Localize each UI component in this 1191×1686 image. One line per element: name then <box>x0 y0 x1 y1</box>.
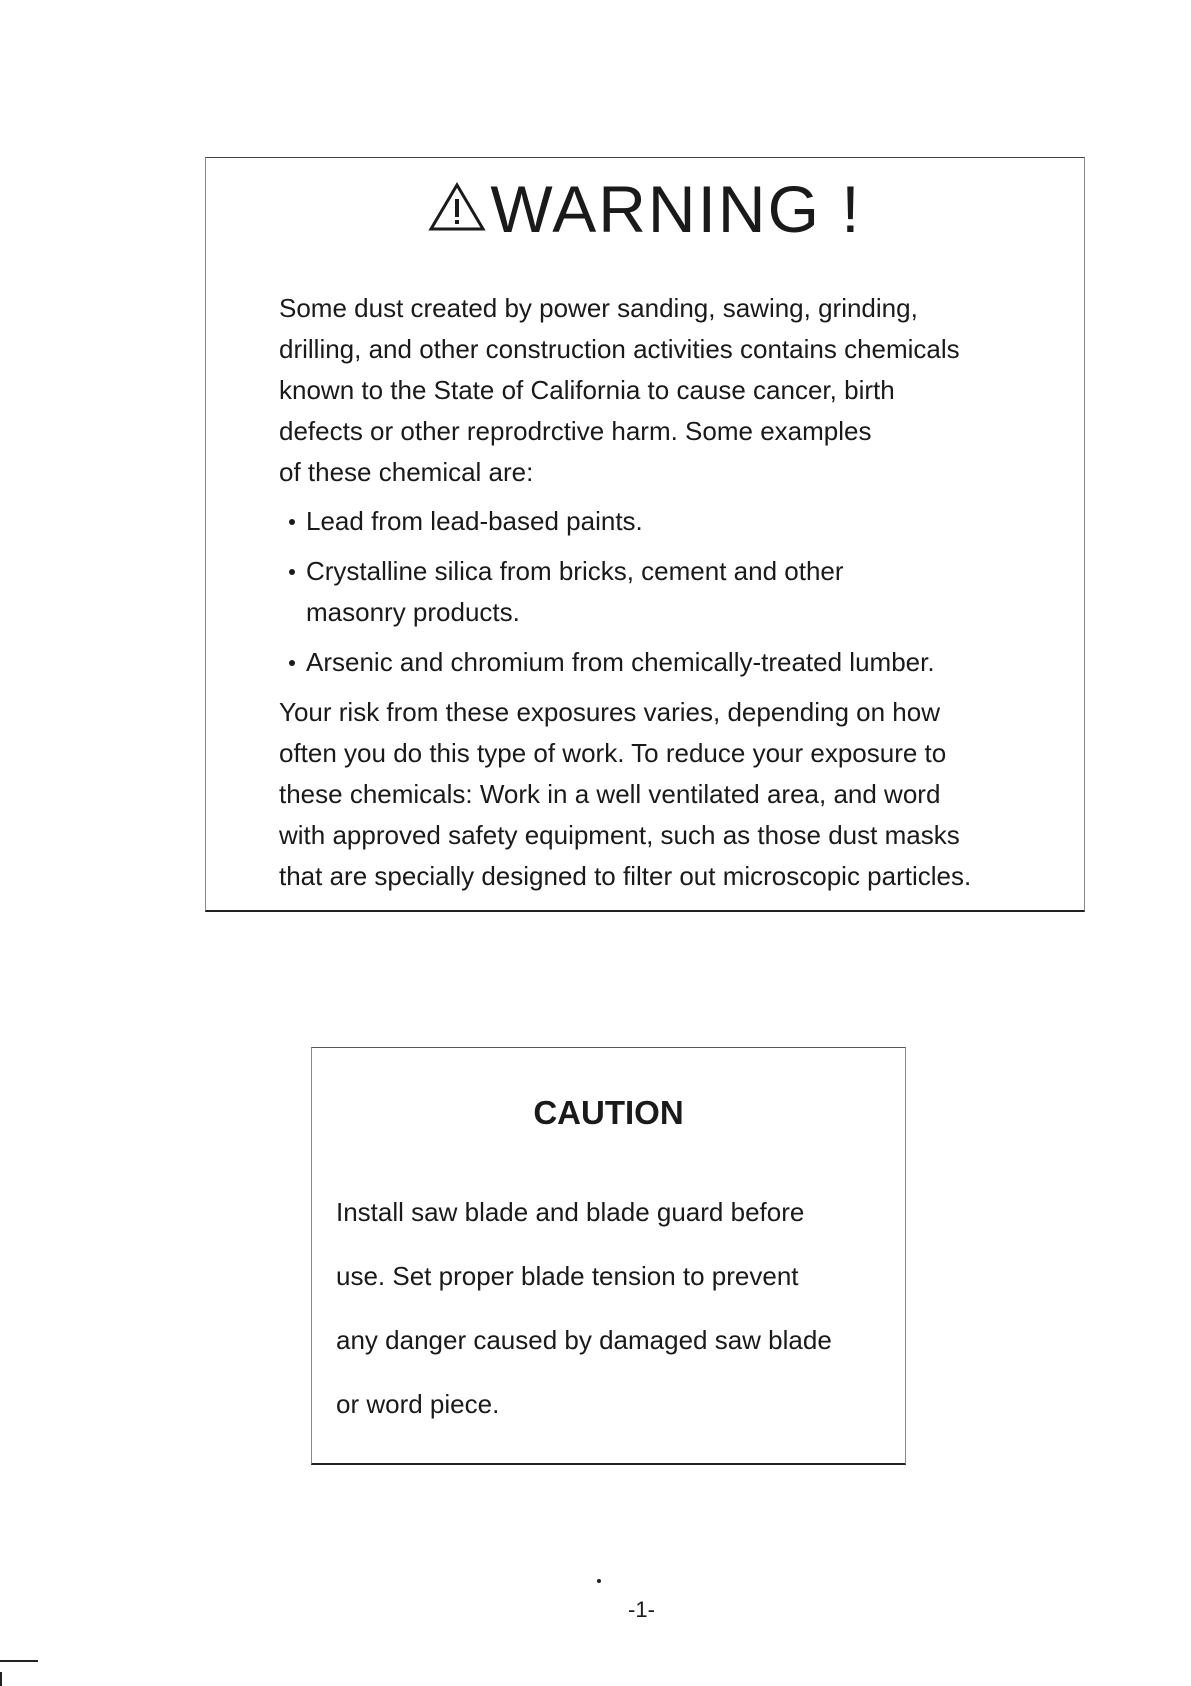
chemical-list <box>279 501 1069 683</box>
bullet-dot <box>289 519 295 525</box>
bullet-dot <box>289 660 295 666</box>
caution-line: use. Set proper blade tension to prevent <box>336 1261 799 1291</box>
warning-box <box>205 157 1085 912</box>
chemical-list-item: Arsenic and chromium from chemically-treated lumber. <box>279 642 1069 683</box>
warning-text <box>279 288 1069 897</box>
chemical-list-item: Lead from lead-based paints. <box>279 501 1069 542</box>
bullet-dot <box>289 569 295 575</box>
chemical-list-item: Crystalline silica from bricks, cement and other masonry products. <box>279 551 1069 633</box>
scan-mark <box>0 1660 38 1662</box>
warning-outro-line: that are specially designed to filter out microscopic particles. <box>279 861 972 891</box>
page-number: -1- <box>628 1597 655 1622</box>
warning-title: WARNING ! <box>490 172 862 246</box>
warning-intro-line: of these chemical are: <box>279 457 534 487</box>
caution-line: Install saw blade and blade guard before <box>336 1197 805 1227</box>
warning-intro-line: drilling, and other construction activities contains chemicals <box>279 334 960 364</box>
warning-intro-line: defects or other reprodrctive harm. Some examples <box>279 416 872 446</box>
warning-triangle-icon <box>428 182 486 232</box>
warning-heading <box>206 172 1084 246</box>
warning-intro-line: known to the State of California to cause cancer, birth <box>279 375 895 405</box>
caution-line: or word piece. <box>336 1389 500 1419</box>
caution-line: any danger caused by damaged saw blade <box>336 1325 832 1355</box>
caution-text <box>336 1180 896 1436</box>
caution-title: CAUTION <box>533 1094 684 1131</box>
warning-intro-line: Some dust created by power sanding, sawing, grinding, <box>279 293 918 323</box>
scan-mark <box>0 1672 2 1686</box>
caution-box <box>311 1047 906 1465</box>
warning-outro-line: often you do this type of work. To reduce your exposure to <box>279 738 947 768</box>
warning-outro-line: with approved safety equipment, such as those dust masks <box>279 820 960 850</box>
warning-outro-line: these chemicals: Work in a well ventilated area, and word <box>279 779 941 809</box>
warning-outro-line: Your risk from these exposures varies, depending on how <box>279 697 940 727</box>
scan-speck <box>597 1579 601 1583</box>
